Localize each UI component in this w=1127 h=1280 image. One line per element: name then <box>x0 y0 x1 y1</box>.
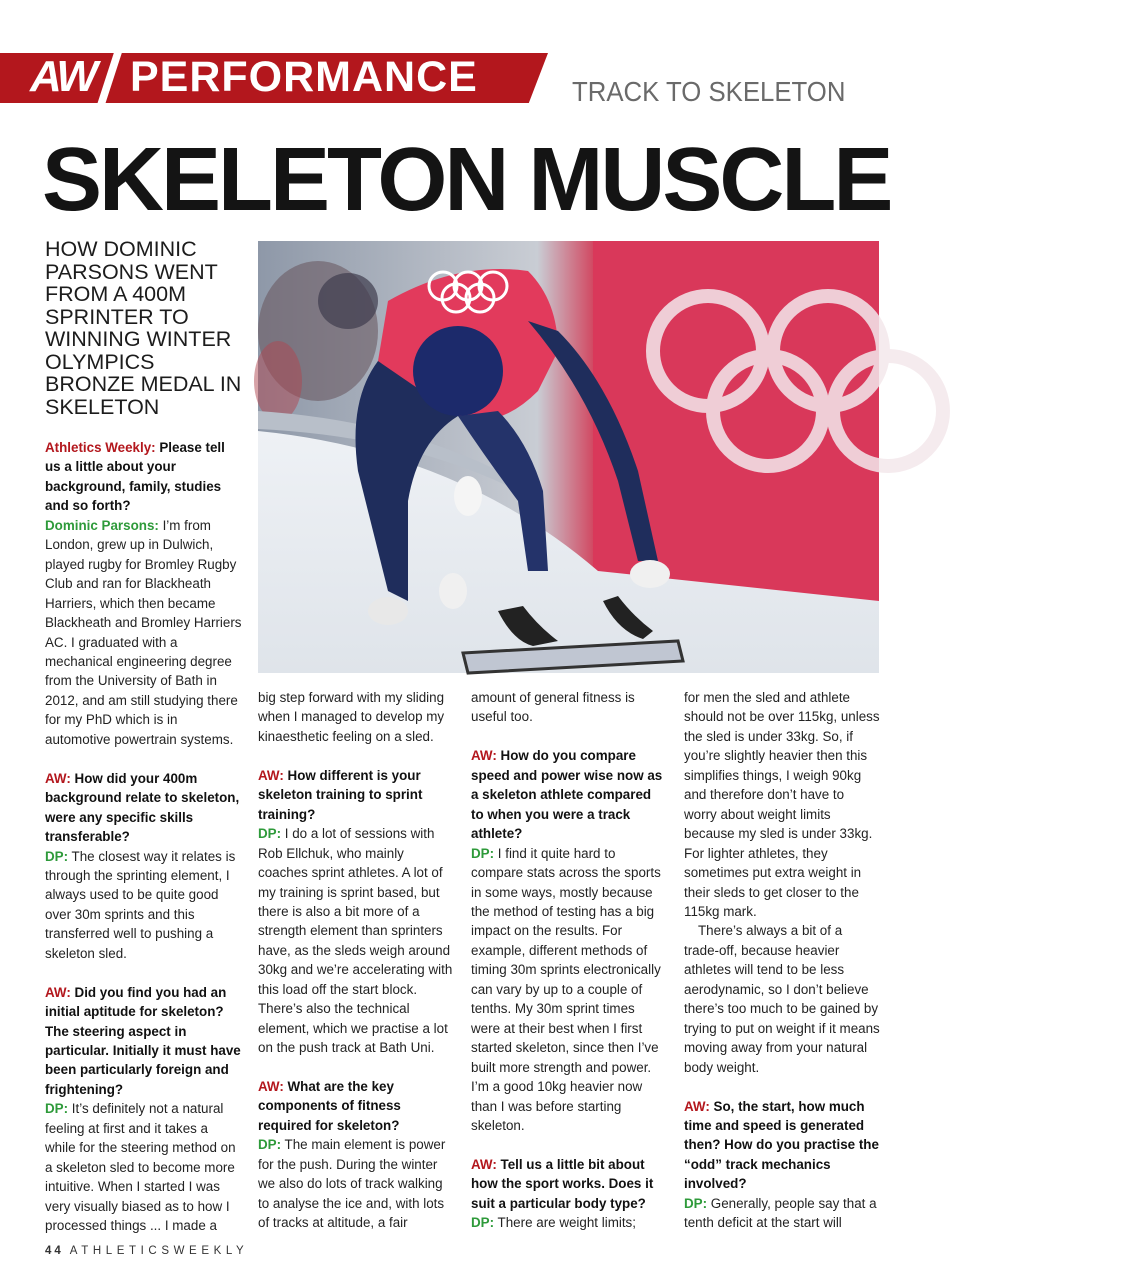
question-8 <box>684 1097 880 1194</box>
aw-label: AW: <box>45 770 71 786</box>
dp-label: DP: <box>258 826 282 842</box>
caption-line-1: Dominic Parsons: <box>1024 727 1127 741</box>
article-column-3 <box>471 688 667 1233</box>
aw-label: AW: <box>684 1098 710 1114</box>
question-5 <box>258 1077 454 1135</box>
aw-label: AW: <box>471 1156 497 1172</box>
skeleton-athlete-illustration <box>258 241 879 673</box>
aw-label: AW: <box>45 984 71 1000</box>
question-1 <box>45 438 242 516</box>
question-text: So, the start, how much time and speed is generated then? How do you practise the “odd” track mechanics involved? <box>684 1098 879 1192</box>
answer-text: I do a lot of sessions with Rob Ellchuk, who mainly coaches sprint athletes. A lot of my training is sprint based, but there is also a bit more of a strength element than sprinters have, as the sleds weigh around 30kg and we’re accelerating with this load off the start block. There’s also the technical element, which we practise a lot on the push track at Bath Uni. <box>258 826 453 1056</box>
caption-line-2: the former 400m man <box>1005 741 1127 755</box>
dp-label: DP: <box>45 848 69 864</box>
answer-text: The main element is power for the push. During the winter we also do lots of track walking to analyse the ice and, with lots of tracks at altitude, a fair <box>258 1137 446 1231</box>
headline: SKELETON MUSCLE <box>42 130 891 230</box>
dp-label: DP: <box>258 1137 282 1153</box>
page-number: 44 <box>45 1245 64 1257</box>
answer-7 <box>471 1213 667 1232</box>
answer-1 <box>45 516 242 749</box>
answer-2 <box>45 847 242 964</box>
question-text: Please tell us a little about your background, family, studies and so forth? <box>45 440 225 514</box>
answer-4 <box>258 824 454 1057</box>
answer-5-continued: amount of general fitness is useful too. <box>471 690 635 725</box>
question-text: How did your 400m background relate to skeleton, were any specific skills transferable? <box>45 770 240 845</box>
question-text: Tell us a little bit about how the sport works. Does it suit a particular body type? <box>471 1156 654 1211</box>
question-3 <box>45 983 242 1100</box>
answer-3 <box>45 1099 242 1235</box>
question-text: Did you find you had an initial aptitude for skeleton? The steering aspect in particular. Initially it must have been particularly foreign and frightening? <box>45 984 241 1097</box>
article-column-1 <box>45 438 242 1236</box>
aw-logo: AW <box>30 52 95 101</box>
answer-7-paragraph-2: There’s always a bit of a trade-off, because heavier athletes will tend to be less aerodynamic, so I don’t believe there’s too much to be gained by trying to put on weight if it means moving away from your natural body weight. <box>684 923 880 1075</box>
article-column-2 <box>258 688 454 1233</box>
publication-name: ATHLETICSWEEKLY <box>69 1245 249 1257</box>
article-column-4 <box>684 688 880 1233</box>
answer-text: I’m from London, grew up in Dulwich, played rugby for Bromley Rugby Club and ran for Blackheath Harriers, which then became Blackheath and Bromley Harriers AC. I graduated with a mechanical engineering degree from the University of Bath in 2012, and am still studying there for my PhD which is in automotive powertrain systems. <box>45 517 242 747</box>
answer-7-continued: for men the sled and athlete should not be over 115kg, unless the sled is under 33kg. So, if you’re slightly heavier then this simplifies things, I weigh 90kg and therefore don’t have to worry about weight limits because my sled is under 33kg. For lighter athletes, they sometimes put extra weight in their sleds to get closer to the 115kg mark. <box>684 690 880 919</box>
answer-6 <box>471 844 667 1136</box>
question-4 <box>258 766 454 824</box>
question-text: How do you compare speed and power wise now as a skeleton athlete compared to when you were a track athlete? <box>471 748 663 842</box>
answer-8 <box>684 1194 880 1233</box>
question-text: How different is your skeleton training to sprint training? <box>258 767 423 822</box>
aw-label: Athletics Weekly: <box>45 440 156 455</box>
photo-caption <box>993 727 1127 769</box>
aw-label: AW: <box>258 767 284 783</box>
dp-label: Dominic Parsons: <box>45 517 159 533</box>
question-6 <box>471 746 667 843</box>
answer-5 <box>258 1135 454 1232</box>
question-text: What are the key components of fitness required for skeleton? <box>258 1079 401 1133</box>
question-2 <box>45 769 242 847</box>
page-footer <box>45 1245 248 1257</box>
answer-text: I find it quite hard to compare stats across the sports in some ways, mostly because the method of testing has a big impact on the results. For example, different methods of timing 30m sprints electronically can vary by up to a couple of tenths. My 30m sprint times were at their best when I first started skeleton, since then I’ve built more strength and power. I’m a good 10kg heavier now than I was before starting skeleton. <box>471 845 661 1133</box>
standfirst: HOW DOMINIC PARSONS WENT FROM A 400M SPRINTER TO WINNING WINTER OLYMPICS BRONZE MEDAL IN SKELETON <box>45 237 242 419</box>
question-7 <box>471 1155 667 1213</box>
answer-text: It’s definitely not a natural feeling at first and it takes a while for the steering method on a skeleton sled to become more intuitive. When I started I was very visually biased as to how I processed things ... I made a <box>45 1101 236 1234</box>
dp-label: DP: <box>45 1101 69 1117</box>
answer-text: There are weight limits; <box>494 1215 636 1231</box>
section-tag: TRACK TO SKELETON <box>572 76 846 107</box>
aw-label: AW: <box>471 748 497 764</box>
caption-line-3: gets a flying start <box>1027 755 1127 769</box>
section-title: PERFORMANCE <box>130 53 478 101</box>
dp-label: DP: <box>684 1195 708 1211</box>
aw-label: AW: <box>258 1079 284 1095</box>
answer-text: Generally, people say that a tenth deficit at the start will <box>684 1195 877 1231</box>
answer-text: The closest way it relates is through the sprinting element, I always used to be quite good over 30m sprints and this transferred well to pushing a skeleton sled. <box>45 848 236 961</box>
answer-3-continued: big step forward with my sliding when I managed to develop my kinaesthetic feeling on a sled. <box>258 690 445 744</box>
dp-label: DP: <box>471 845 495 861</box>
dp-label: DP: <box>471 1215 495 1231</box>
